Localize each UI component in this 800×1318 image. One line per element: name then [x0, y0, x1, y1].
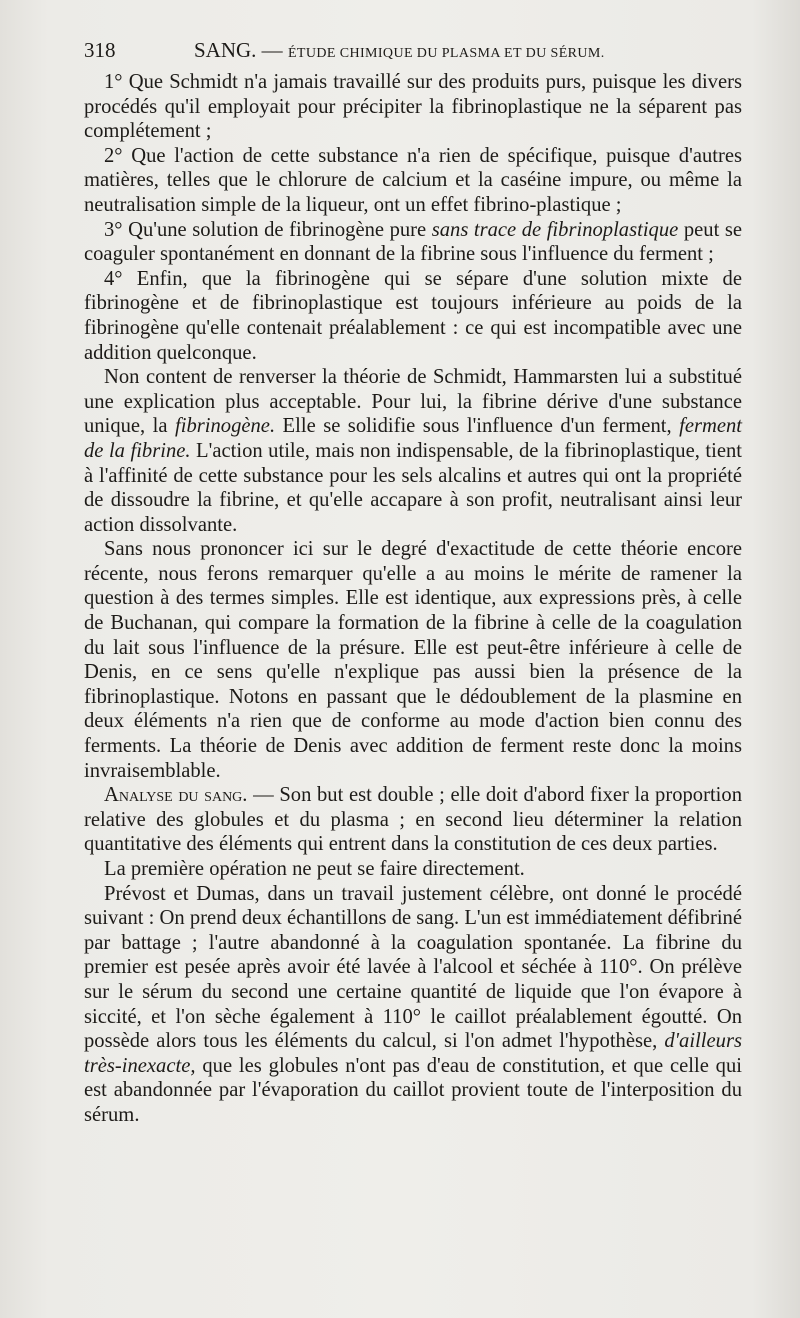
paragraph — [84, 218, 742, 267]
italic-text: sans trace de fibrinoplastique — [431, 218, 679, 241]
text-run: Elle se solidifie sous l'influence d'un ferment, — [275, 415, 680, 438]
running-title-sub: ÉTUDE CHIMIQUE DU PLASMA ET DU SÉRUM. — [287, 46, 605, 61]
paragraph — [84, 882, 742, 1128]
text-run: Prévost et Dumas, dans un travail justement célèbre, ont donné le procédé suivant : On prend deux échantillons de sang. L'un est immédiatement défibriné par battage ; l'autre abandonné à la coagulation spontanée. La fibrine du premier est pesée après avoir été lavée à l'alcool et séchée à 110°. On prélève sur le sérum du second une certaine quantité de liquide que l'on évapore à siccité, et l'on sèche également à 110° le caillot préalablement égoutté. On possède alors tous les éléments du calcul, si l'on admet l'hypothèse, — [84, 882, 742, 1053]
running-header — [84, 38, 740, 68]
italic-text: d'ailleurs très-inexacte, — [84, 1030, 742, 1077]
text-run: 2° Que l'action de cette substance n'a rien de spécifique, puisque d'autres matières, telles que le chlorure de calcium et la caséine impure, ou même la neutralisation simple de la liqueur, ont un effet fibrino-plastique ; — [84, 144, 742, 216]
paragraph — [84, 70, 742, 144]
paragraph — [84, 857, 742, 882]
italic-text: fibrinogène. — [175, 415, 276, 438]
text-run: 3° Qu'une solution de fibrinogène pure — [104, 218, 432, 241]
text-run: — Son but est double ; elle doit d'abord fixer la proportion relative des globules et du plasma ; en second lieu déterminer la relation quantitative des éléments qui entrent dans la constitution de ces deux parties. — [84, 784, 742, 856]
section-heading: Analyse du sang. — [104, 784, 248, 807]
paragraph — [84, 267, 742, 365]
paragraph — [84, 537, 742, 783]
text-run: L'action utile, mais non indispensable, de la fibrinoplastique, tient à l'affinité de cette substance pour les sels alcalins et autres qui ont la propriété de dissoudre la fibrine, et qu'elle accapare à son profit, neutralisant ainsi leur action dissolvante. — [84, 439, 742, 536]
text-run: peut se coaguler spontanément en donnant de la fibrine sous l'influence du ferment ; — [84, 218, 742, 266]
running-title — [194, 38, 605, 63]
text-run: 1° Que Schmidt n'a jamais travaillé sur des produits purs, puisque les divers procédés qu'il employait pour précipiter la fibrinoplastique ne la séparent pas complétement ; — [84, 71, 742, 143]
running-title-main: SANG. — — [194, 38, 283, 62]
text-run: Sans nous prononcer ici sur le degré d'exactitude de cette théorie encore récente, nous ferons remarquer qu'elle a au moins le mérite de ramener la question à des termes simples. Elle est identique, aux expressions près, à celle de Buchanan, qui compare la formation de la fibrine à celle de la coagulation du lait sous l'influence de la présure. Elle est peut-être inférieure à celle de Denis, en ce sens qu'elle n'explique pas aussi bien la présence de la fibrinoplastique. Notons en passant que le dédoublement de la plasmine en deux éléments n'a rien que de conforme au mode d'action bien connu des ferments. La théorie de Denis avec addition de ferment reste donc la moins invraisemblable. — [84, 538, 742, 782]
paragraph — [84, 365, 742, 537]
text-run: La première opération ne peut se faire directement. — [104, 858, 525, 880]
body-text — [84, 70, 742, 1128]
italic-text: ferment de la fibrine. — [84, 415, 743, 462]
text-run: Non content de renverser la théorie de Schmidt, Hammarsten lui a substitué une explication plus acceptable. Pour lui, la fibrine dérive d'une substance unique, la — [84, 366, 742, 438]
text-run: que les globules n'ont pas d'eau de constitution, et que celle qui est abandonnée par l'évaporation du caillot provient toute de l'interposition du sérum. — [84, 1054, 742, 1126]
page-number: 318 — [84, 38, 116, 62]
paragraph — [84, 783, 742, 857]
text-run: 4° Enfin, que la fibrinogène qui se sépare d'une solution mixte de fibrinogène et de fibrinoplastique est toujours inférieure au poids de la fibrinogène qu'elle contenait préalablement : ce qui est incompatible avec une addition quelconque. — [84, 267, 742, 364]
paragraph — [84, 144, 742, 218]
